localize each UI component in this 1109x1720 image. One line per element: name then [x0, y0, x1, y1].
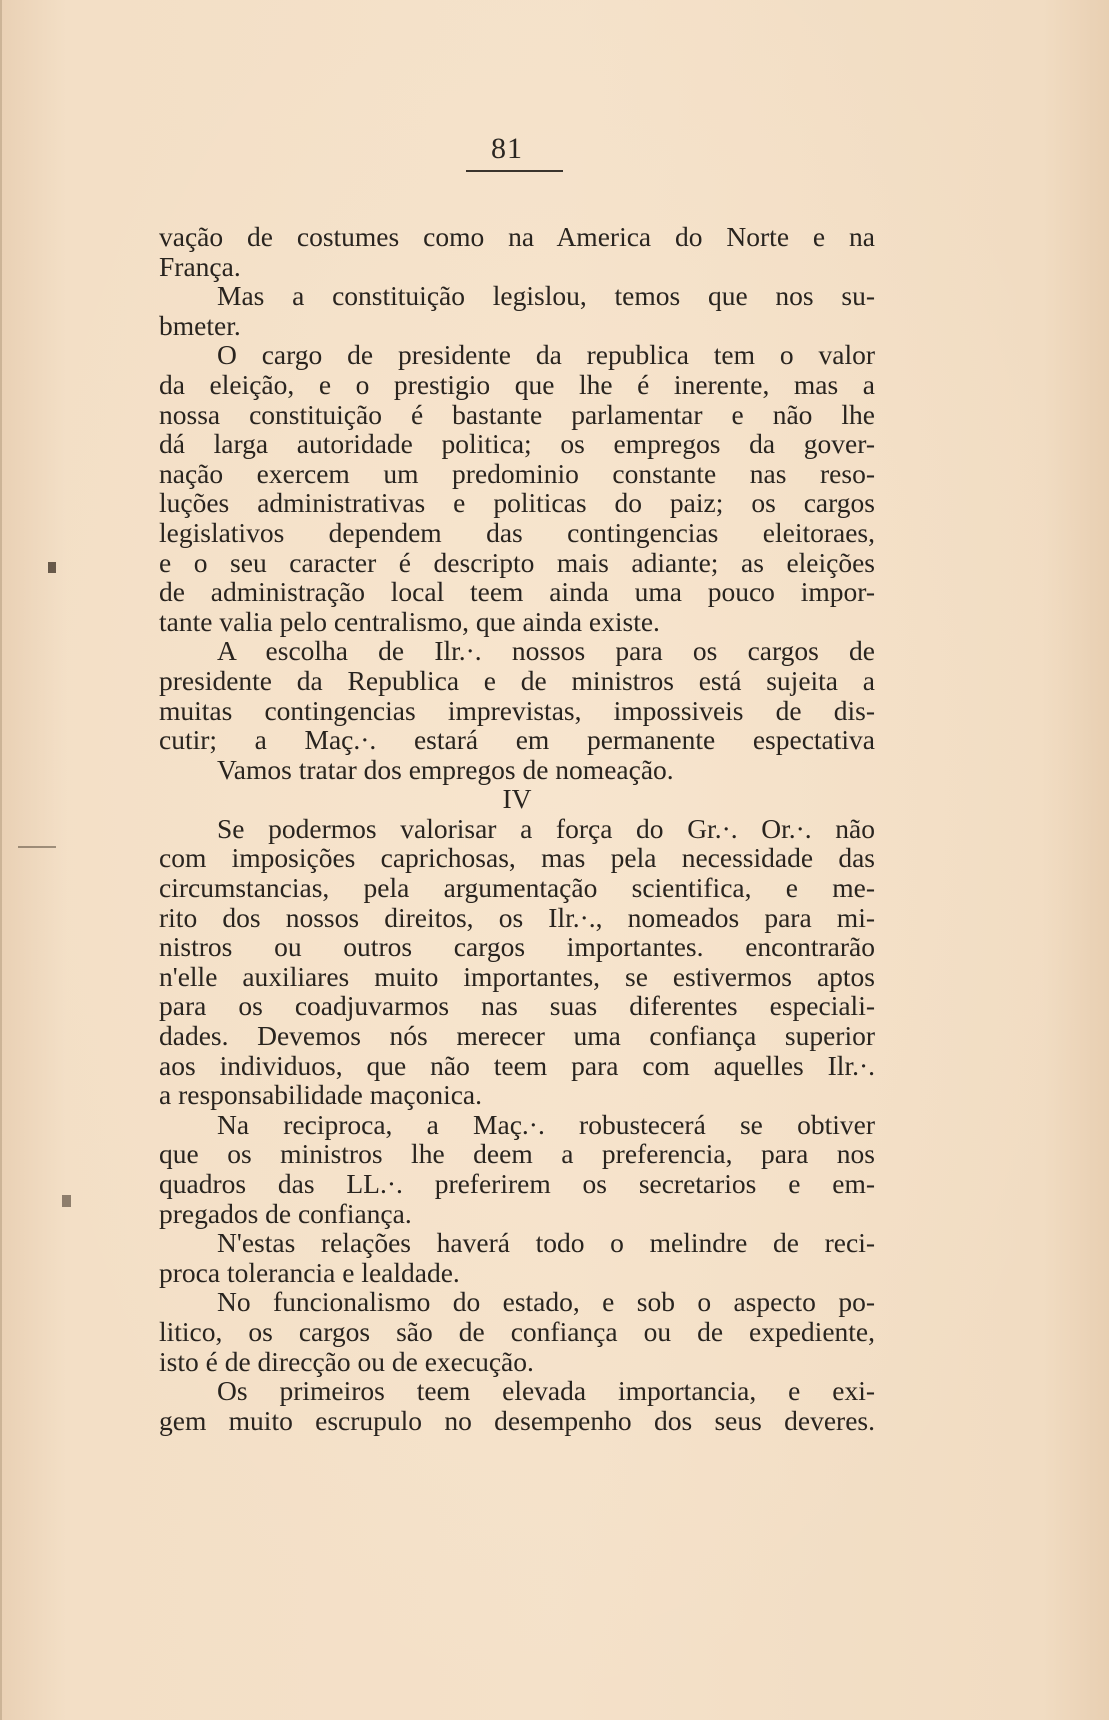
text-line: de administração local teem ainda uma pouco impor-	[159, 576, 875, 608]
text-line: França.	[159, 250, 241, 282]
text-line: Na reciproca, a Maç.·. robustecerá se obtiver	[217, 1108, 875, 1140]
page-number-rule	[466, 170, 563, 172]
text-line: a responsabilidade maçonica.	[159, 1079, 482, 1111]
text-line: bmeter.	[159, 309, 241, 341]
text-line: aos individuos, que não teem para com aquelles Ilr.·.	[159, 1049, 875, 1081]
text-line: isto é de direcção ou de execução.	[159, 1345, 534, 1377]
text-line: pregados de confiança.	[159, 1197, 412, 1229]
text-line: Os primeiros teem elevada importancia, e exi-	[217, 1375, 875, 1407]
text-line: presidente da Republica e de ministros está sujeita a	[159, 664, 875, 696]
text-line: n'elle auxiliares muito importantes, se estivermos aptos	[159, 960, 875, 992]
text-line: gem muito escrupulo no desempenho dos seus deveres.	[159, 1404, 875, 1436]
text-line: Se podermos valorisar a força do Gr.·. Or.·. não	[217, 812, 875, 844]
text-line: proca tolerancia e lealdade.	[159, 1256, 460, 1288]
text-line: da eleição, e o prestigio que lhe é inerente, mas a	[159, 368, 875, 400]
text-line: nação exercem um predominio constante nas reso-	[159, 457, 875, 489]
text-line: e o seu caracter é descripto mais adiante; as eleições	[159, 546, 875, 578]
page-number: 81	[491, 132, 523, 165]
ink-stain-mark	[48, 562, 56, 573]
ink-stain-mark	[18, 846, 56, 848]
text-line: Vamos tratar dos empregos de nomeação.	[217, 753, 674, 785]
text-line: vação de costumes como na America do Norte e na	[159, 221, 875, 252]
text-line: muitas contingencias imprevistas, impossiveis de dis-	[159, 694, 875, 726]
text-line: nossa constituição é bastante parlamentar e não lhe	[159, 398, 875, 430]
text-line: rito dos nossos direitos, os Ilr.·., nomeados para mi-	[159, 901, 875, 933]
text-line: Mas a constituição legislou, temos que nos su-	[217, 280, 875, 312]
text-line: No funcionalismo do estado, e sob o aspecto po-	[217, 1286, 875, 1318]
text-line: nistros ou outros cargos importantes. encontrarão	[159, 931, 875, 963]
text-line: luções administrativas e politicas do paiz; os cargos	[159, 487, 875, 519]
text-line: litico, os cargos são de confiança ou de expediente,	[159, 1315, 875, 1347]
text-line: com imposições caprichosas, mas pela necessidade das	[159, 842, 875, 874]
text-line: que os ministros lhe deem a preferencia, para nos	[159, 1138, 875, 1170]
text-line: dades. Devemos nós merecer uma confiança superior	[159, 1020, 875, 1052]
text-line: circumstancias, pela argumentação scientifica, e me-	[159, 872, 875, 904]
text-line: N'estas relações haverá todo o melindre de reci-	[217, 1227, 875, 1259]
text-line: O cargo de presidente da republica tem o valor	[217, 339, 875, 371]
text-line: quadros das LL.·. preferirem os secretarios e em-	[159, 1168, 875, 1199]
text-line: tante valia pelo centralismo, que ainda existe.	[159, 605, 660, 637]
page-edge-shadow	[0, 0, 2, 1720]
section-heading: IV	[502, 783, 532, 815]
body-text	[159, 222, 875, 1435]
text-line: legislativos dependem das contingencias eleitoraes,	[159, 516, 875, 548]
text-line: A escolha de Ilr.·. nossos para os cargos de	[217, 635, 875, 667]
text-line: dá larga autoridade politica; os empregos da gover-	[159, 428, 875, 460]
text-line: para os coadjuvarmos nas suas diferentes especiali-	[159, 990, 875, 1022]
ink-stain-mark	[62, 1195, 71, 1207]
text-line: cutir; a Maç.·. estará em permanente espectativa	[159, 724, 875, 756]
